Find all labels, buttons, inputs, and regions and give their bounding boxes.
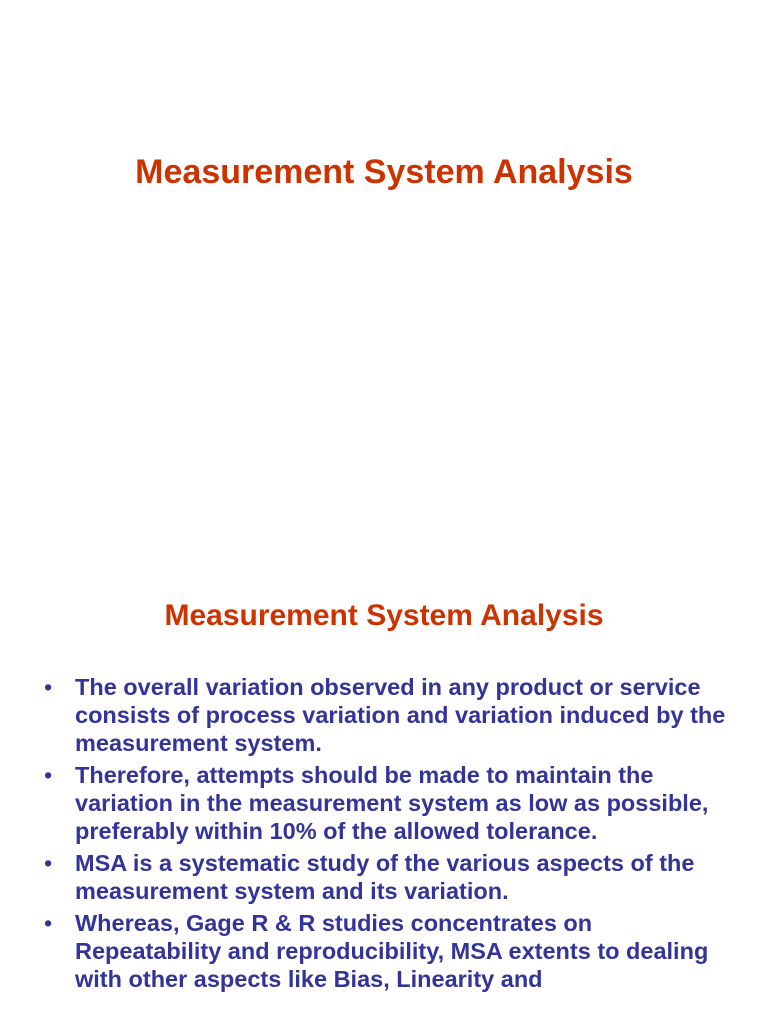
content-slide: [0, 576, 768, 1024]
bullet-text: Whereas, Gage R & R studies concentrates on Repeatability and reproducibility, MSA extents to dealing with other aspects like Bias, Linearity and: [75, 910, 709, 992]
bullet-item: [44, 673, 744, 757]
bullet-text: The overall variation observed in any product or service consists of process variation and variation induced by the measurement system.: [75, 674, 726, 756]
bullet-icon: •: [44, 674, 53, 700]
bullet-icon: •: [44, 910, 53, 936]
bullet-item: [44, 909, 744, 993]
bullet-item: [44, 849, 744, 905]
bullet-icon: •: [44, 762, 53, 788]
bullet-item: [44, 761, 744, 845]
bullet-text: MSA is a systematic study of the various aspects of the measurement system and its variation.: [75, 850, 695, 904]
slide-heading: Measurement System Analysis: [164, 599, 604, 632]
bullet-list: [44, 673, 744, 997]
bullet-text: Therefore, attempts should be made to maintain the variation in the measurement system as low as possible, preferably within 10% of the allowed tolerance.: [75, 762, 709, 844]
bullet-icon: •: [44, 850, 53, 876]
slide-title: Measurement System Analysis: [135, 153, 633, 191]
